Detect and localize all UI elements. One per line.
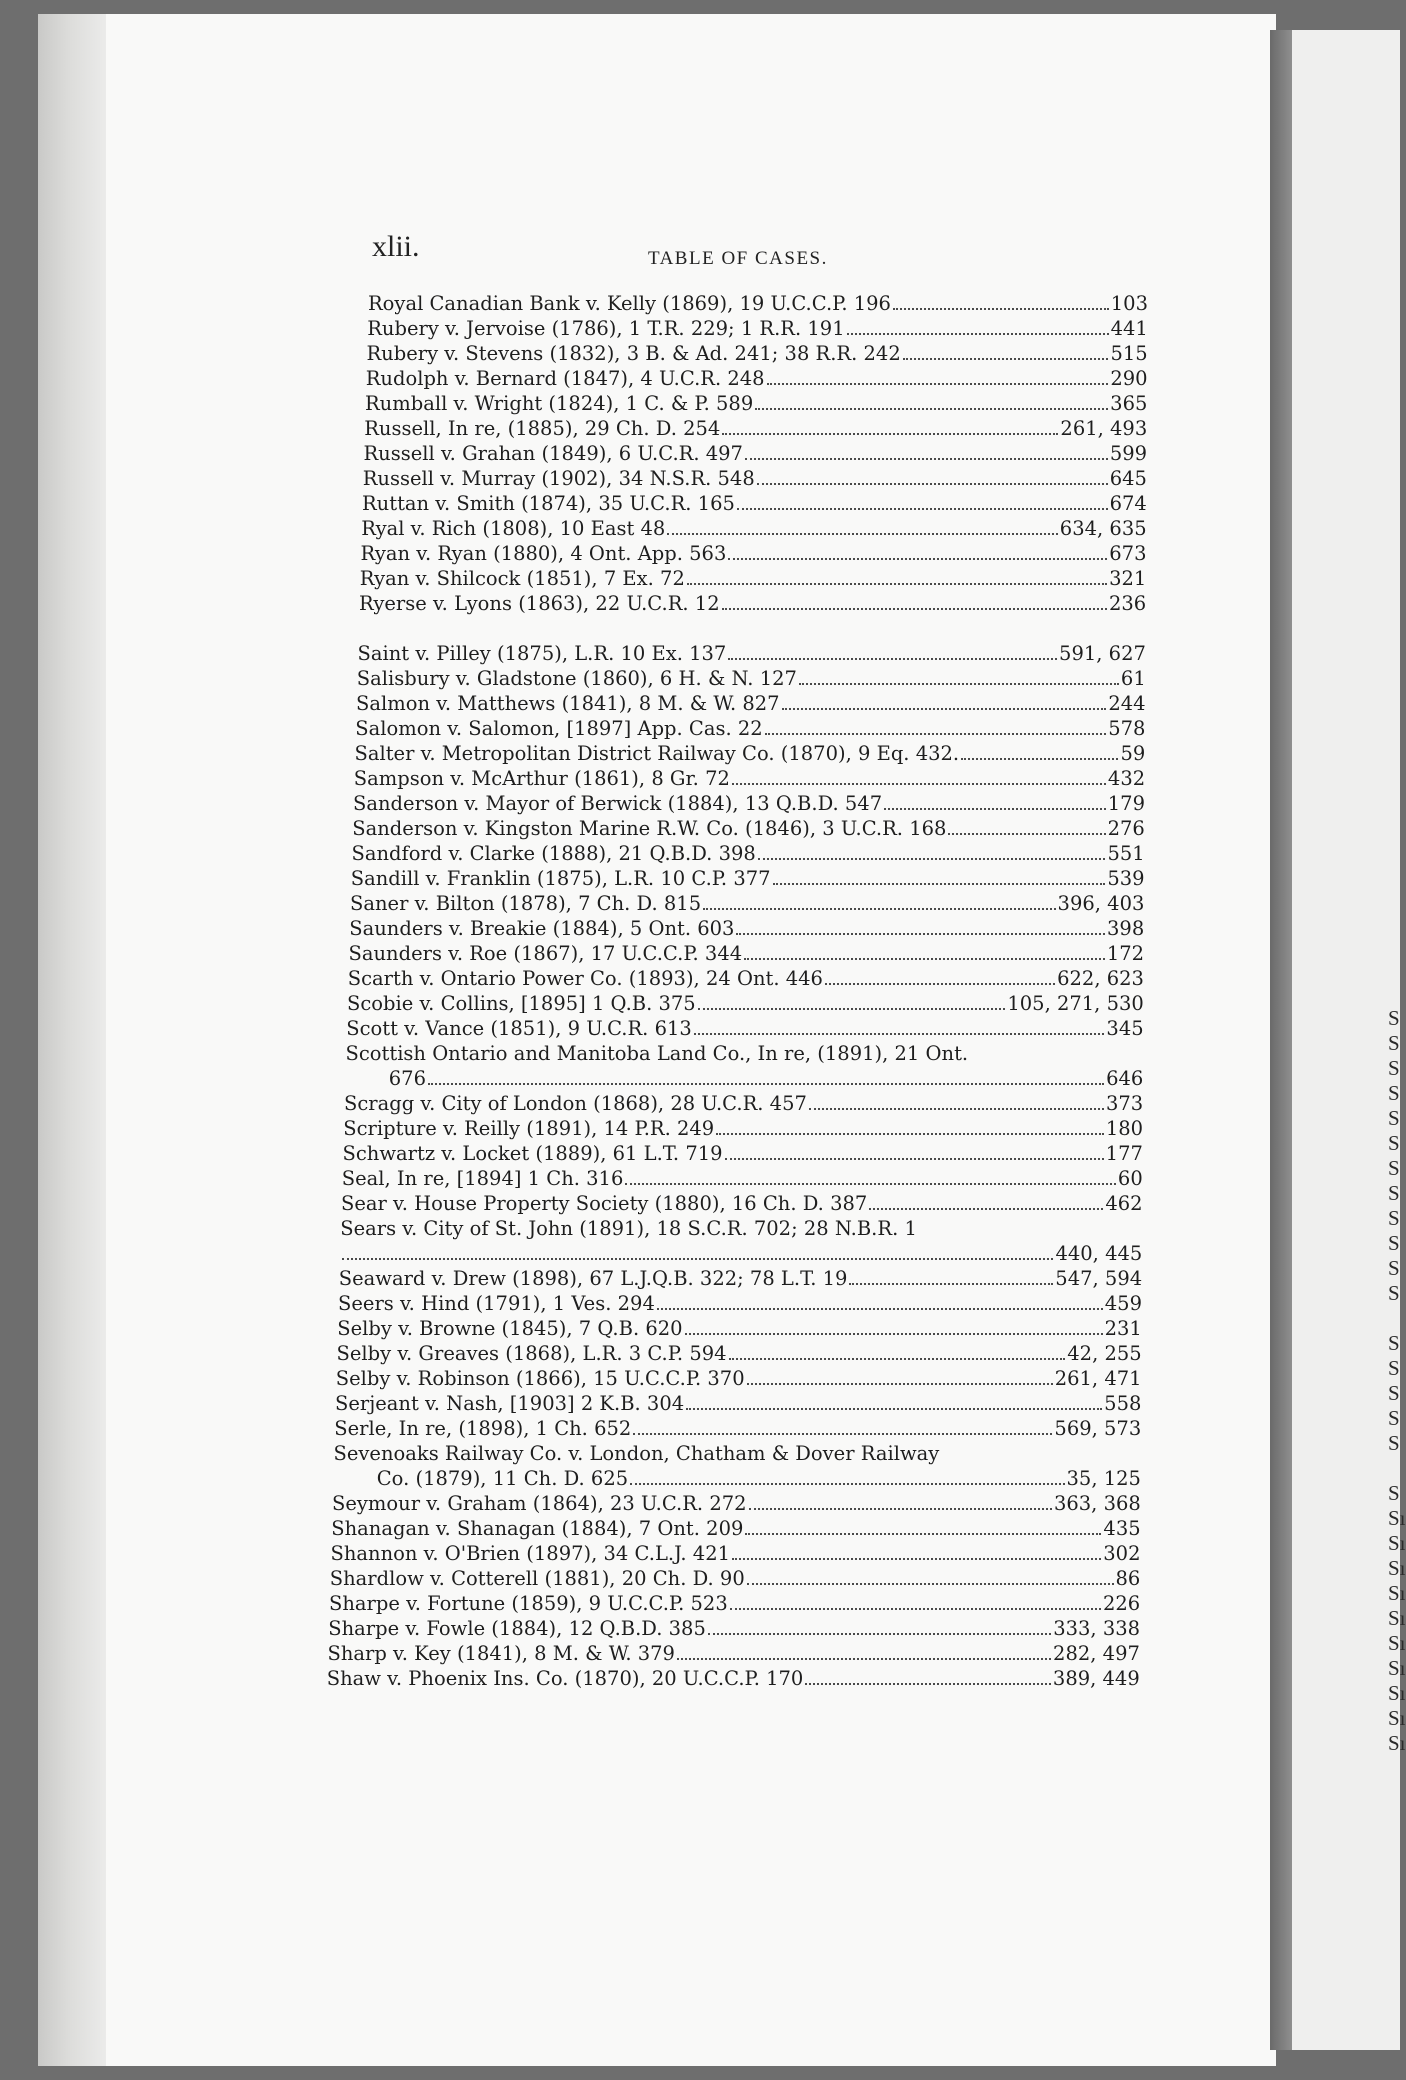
case-entry-continuation [389,1067,1144,1091]
case-entry [362,492,1147,516]
case-name: Scottish Ontario and Manitoba Land Co., In re, (1891), 21 Ont. [345,1042,969,1065]
dot-leader [630,1483,1064,1485]
page-references: 435 [1103,1517,1141,1540]
case-entry [337,1342,1142,1366]
case-entry [334,1417,1141,1441]
facing-page-letter: S [1388,1056,1400,1080]
case-entry [355,742,1146,766]
case-name: Sampson v. McArthur (1861), 8 Gr. 72 [353,767,730,790]
case-entry [329,1592,1140,1616]
case-entry [364,417,1147,441]
page-references: 373 [1105,1092,1144,1115]
page-references: 365 [1110,392,1148,415]
case-name: Shannon v. O'Brien (1897), 34 C.L.J. 421 [330,1542,731,1565]
case-entry [328,1617,1140,1641]
page-references: 35, 125 [1066,1467,1141,1490]
dot-leader [765,733,1107,735]
case-entry [330,1567,1141,1591]
case-name: Salisbury v. Gladstone (1860), 6 H. & N. 127 [356,667,797,690]
case-name: Shardlow v. Cotterell (1881), 20 Ch. D. 90 [329,1567,745,1590]
dot-leader [809,1108,1104,1110]
case-name: Serjeant v. Nash, [1903] 2 K.B. 304 [335,1392,685,1415]
case-entry [331,1542,1141,1566]
page-references: 673 [1109,542,1147,565]
case-name: Scragg v. City of London (1868), 28 U.C.R. 457 [344,1092,807,1115]
dot-leader [825,983,1055,985]
page-references: 180 [1105,1117,1144,1140]
page-references: 105, 271, 530 [1007,992,1144,1015]
dot-leader [755,408,1108,410]
case-name: Saunders v. Breakie (1884), 5 Ont. 603 [349,917,735,940]
dot-leader [884,808,1106,810]
dot-leader [767,383,1109,385]
case-name: Sandford v. Clarke (1888), 21 Q.B.D. 398 [351,842,756,865]
case-entry [349,942,1145,966]
facing-page-letter: S [1388,1481,1400,1505]
page-references: 333, 338 [1053,1617,1141,1640]
case-name: Scripture v. Reilly (1891), 14 P.R. 249 [343,1117,715,1140]
facing-page-letter: Sı [1388,1681,1406,1705]
dot-leader [737,508,1108,510]
dot-leader [749,1508,1052,1510]
dot-leader [744,958,1105,960]
facing-page-letter: S [1388,1356,1400,1380]
case-name: Ryerse v. Lyons (1863), 22 U.C.R. 12 [359,592,720,615]
facing-page-letter: S [1388,1106,1400,1130]
case-name: Scott v. Vance (1851), 9 U.C.R. 613 [346,1017,692,1040]
page-references: 244 [1108,692,1146,715]
case-entry [344,1092,1143,1116]
dot-leader [687,583,1107,585]
case-name: Russell v. Grahan (1849), 6 U.C.R. 497 [363,442,743,465]
case-entry [357,667,1146,691]
facing-page-letter: S [1388,1156,1400,1180]
case-entry [346,1017,1143,1041]
case-entry [364,442,1148,466]
case-entry [356,692,1146,716]
case-entry [361,517,1146,541]
case-name: Serle, In re, (1898), 1 Ch. 652 [334,1417,632,1440]
facing-page-letter: Sı [1388,1606,1406,1630]
facing-page-letter: Sı [1388,1631,1406,1655]
running-head: TABLE OF CASES. [648,248,828,269]
page-references: 645 [1109,467,1147,490]
facing-page-letter: Sı [1388,1656,1406,1680]
facing-page-letter: S [1388,1406,1400,1430]
facing-page-letter: S [1388,1231,1400,1255]
page-references: 389, 449 [1052,1667,1140,1690]
case-citation-continued: 676 [388,1067,426,1090]
case-entry [363,467,1147,491]
case-name: Sear v. House Property Society (1880), 16 Ch. D. 387 [341,1192,868,1215]
case-name: Selby v. Greaves (1868), L.R. 3 C.P. 594 [336,1342,727,1365]
page-references: 172 [1106,942,1145,965]
case-name: Sanderson v. Kingston Marine R.W. Co. (1846), 3 U.C.R. 168 [352,817,947,840]
case-name: Seal, In re, [1894] 1 Ch. 316 [341,1167,624,1190]
page-references: 276 [1107,817,1145,840]
dot-leader [961,758,1118,760]
dot-leader [694,1033,1105,1035]
facing-page-letter: S [1388,1181,1400,1205]
page-references: 547, 594 [1055,1267,1143,1290]
page-references: 515 [1110,342,1148,365]
case-entry [348,967,1144,991]
facing-page-letter: S [1388,1131,1400,1155]
page-references: 539 [1107,867,1145,890]
dot-leader [728,558,1107,560]
dot-leader [677,1658,1051,1660]
case-entry [341,1192,1143,1216]
case-name: Rubery v. Jervoise (1786), 1 T.R. 229; 1 R.R. 191 [367,317,845,340]
facing-page-letter: Sı [1388,1506,1406,1530]
page-references: 103 [1110,292,1148,315]
page-references: 674 [1109,492,1147,515]
case-name: Sharpe v. Fowle (1884), 12 Q.B.D. 385 [328,1617,706,1640]
case-entry [342,1167,1143,1191]
facing-page-letter: S [1388,1281,1400,1305]
case-entry [332,1492,1141,1516]
page-references: 440, 445 [1055,1242,1143,1265]
case-entry [367,342,1148,366]
facing-page-letter: S [1388,1431,1400,1455]
case-name: Shaw v. Phoenix Ins. Co. (1870), 20 U.C.C.P. 170 [326,1667,804,1690]
case-name: Saner v. Bilton (1878), 7 Ch. D. 815 [350,892,702,915]
case-name: Ruttan v. Smith (1874), 35 U.C.R. 165 [362,492,735,515]
dot-leader [805,1683,1051,1685]
case-name: Rudolph v. Bernard (1847), 4 U.C.R. 248 [365,367,765,390]
case-name: Russell v. Murray (1902), 34 N.S.R. 548 [362,467,755,490]
case-name: Sears v. City of St. John (1891), 18 S.C.R. 702; 28 N.B.R. 1 [340,1217,917,1240]
facing-page-letter: S [1388,1081,1400,1105]
dot-leader [722,433,1058,435]
dot-leader [757,483,1108,485]
dot-leader [732,783,1106,785]
page-references: 86 [1115,1567,1141,1590]
dot-leader [708,1633,1051,1635]
case-entry [336,1367,1142,1391]
dot-leader [729,1358,1066,1360]
dot-leader [847,333,1109,335]
page-references: 231 [1104,1317,1142,1340]
facing-page-letter: Sı [1388,1731,1406,1755]
case-entry [335,1392,1141,1416]
page-references: 599 [1109,442,1148,465]
facing-page-letter: S [1388,1206,1400,1230]
dot-leader [685,1333,1103,1335]
dot-leader [903,358,1109,360]
page-references: 569, 573 [1054,1417,1142,1440]
case-name: Russell, In re, (1885), 29 Ch. D. 254 [364,417,721,440]
page-references: 60 [1117,1167,1143,1190]
case-entry [328,1642,1140,1666]
dot-leader [428,1083,1104,1085]
case-name: Schwartz v. Locket (1889), 61 L.T. 719 [342,1142,723,1165]
dot-leader [736,933,1105,935]
dot-leader [745,1533,1101,1535]
page-references: 345 [1106,1017,1144,1040]
case-name: Salmon v. Matthews (1841), 8 M. & W. 827 [356,692,780,715]
dot-leader [725,1158,1104,1160]
facing-page-letter: S [1388,1256,1400,1280]
case-name: Sharp v. Key (1841), 8 M. & W. 379 [327,1642,675,1665]
case-name: Saint v. Pilley (1875), L.R. 10 Ex. 137 [357,642,727,665]
page-references: 551 [1107,842,1145,865]
page-references: 634, 635 [1059,517,1147,540]
dot-leader [747,1583,1114,1585]
case-name: Selby v. Browne (1845), 7 Q.B. 620 [337,1317,683,1340]
dot-leader [732,1558,1101,1560]
case-name: Royal Canadian Bank v. Kelly (1869), 19 U.C.C.P. 196 [368,292,891,315]
page-references: 591, 627 [1059,642,1146,665]
case-name: Ryan v. Shilcock (1851), 7 Ex. 72 [359,567,685,590]
dot-leader [730,1608,1101,1610]
case-name: Scarth v. Ontario Power Co. (1893), 24 Ont. 446 [347,967,823,990]
page-references: 42, 255 [1067,1342,1142,1365]
facing-page-letter: S [1388,1381,1400,1405]
case-entry [350,892,1144,916]
case-name: Sharpe v. Fortune (1859), 9 U.C.C.P. 523 [329,1592,728,1615]
dot-leader [686,1408,1102,1410]
case-name: Seers v. Hind (1791), 1 Ves. 294 [338,1292,655,1315]
dot-leader [773,883,1106,885]
dot-leader [667,533,1057,535]
case-name: Saunders v. Roe (1867), 17 U.C.C.P. 344 [348,942,743,965]
case-entry [338,1292,1142,1316]
page-references: 398 [1107,917,1145,940]
page-references: 261, 493 [1060,417,1148,440]
case-citation-continued: Co. (1879), 11 Ch. D. 625 [376,1467,629,1490]
dot-leader [799,683,1119,685]
page-references: 646 [1106,1067,1144,1090]
dot-leader [722,608,1107,610]
case-entry [339,1267,1142,1291]
dot-leader [698,1008,1006,1010]
facing-page-letter: Sı [1388,1531,1406,1555]
page-references: 59 [1120,742,1146,765]
case-entry [368,292,1148,316]
dot-leader [893,308,1109,310]
case-entry [352,842,1145,866]
page-references: 363, 368 [1053,1492,1141,1515]
page-references: 61 [1120,667,1146,690]
dot-leader [716,1133,1104,1135]
case-name: Shanagan v. Shanagan (1884), 7 Ont. 209 [331,1517,744,1540]
case-name: Salomon v. Salomon, [1897] App. Cas. 22 [355,717,763,740]
case-entry [352,817,1145,841]
page-references: 396, 403 [1057,892,1145,915]
case-entry [355,717,1145,741]
case-entry [343,1142,1143,1166]
case-name: Seymour v. Graham (1864), 23 U.C.R. 272 [332,1492,747,1515]
case-name: Sandill v. Franklin (1875), L.R. 10 C.P. 377 [350,867,771,890]
page-references: 282, 497 [1053,1642,1140,1665]
dot-leader [703,908,1055,910]
facing-page-letter: Sı [1388,1581,1406,1605]
case-entry [366,367,1148,391]
facing-page-letter: S [1388,1006,1400,1030]
dot-leader [948,833,1105,835]
case-entry [327,1667,1140,1691]
case-name: Selby v. Robinson (1866), 15 U.C.C.P. 370 [335,1367,745,1390]
dot-leader [342,1258,1054,1260]
dot-leader [745,458,1108,460]
case-entry [358,642,1146,666]
page-references: 558 [1104,1392,1142,1415]
case-name: Ryal v. Rich (1808), 10 East 48 [361,517,666,540]
case-entry [337,1317,1142,1341]
case-entry [353,792,1145,816]
dot-leader [657,1308,1103,1310]
page-references: 179 [1107,792,1145,815]
page-references: 302 [1103,1542,1141,1565]
page-references: 321 [1109,567,1147,590]
case-name: Sevenoaks Railway Co. v. London, Chatham & Dover Railway [333,1442,940,1465]
facing-page-letter: Sı [1388,1556,1406,1580]
page-references: 459 [1104,1292,1142,1315]
case-entry [343,1117,1143,1141]
facing-page-letter: S [1388,1031,1400,1055]
page-references: 462 [1105,1192,1143,1215]
case-entry [347,992,1144,1016]
case-name: Rubery v. Stevens (1832), 3 B. & Ad. 241; 38 R.R. 242 [366,342,901,365]
dot-leader [758,858,1106,860]
case-entry [360,567,1147,591]
dot-leader [782,708,1107,710]
case-entry-continuation [377,1467,1141,1491]
page-references: 290 [1110,367,1148,390]
case-name: Sanderson v. Mayor of Berwick (1884), 13 Q.B.D. 547 [353,792,883,815]
page-references: 236 [1108,592,1147,615]
case-entry [365,392,1147,416]
case-name: Rumball v. Wright (1824), 1 C. & P. 589 [365,392,754,415]
page-references: 226 [1102,1592,1141,1615]
case-name: Salter v. Metropolitan District Railway Co. (1870), 9 Eq. 432. [354,742,960,765]
case-entry [354,767,1145,791]
case-entry [367,317,1148,341]
dot-leader [747,1383,1053,1385]
case-entry [331,1517,1140,1541]
case-entry [351,867,1145,891]
dot-leader [869,1208,1103,1210]
case-entry [361,542,1147,566]
dot-leader [625,1183,1116,1185]
case-entry [359,592,1146,616]
facing-page-letter: Sı [1388,1706,1406,1730]
dot-leader [728,658,1057,660]
facing-page-letter: S [1388,1331,1400,1355]
page-number: xlii. [372,230,420,263]
dot-leader [849,1283,1053,1285]
dot-leader [633,1433,1052,1435]
case-name: Scobie v. Collins, [1895] 1 Q.B. 375 [347,992,696,1015]
page-references: 261, 471 [1054,1367,1142,1390]
page-references: 622, 623 [1057,967,1144,990]
page-references: 432 [1107,767,1146,790]
case-entry-continuation [340,1242,1143,1266]
case-name: Seaward v. Drew (1898), 67 L.J.Q.B. 322; 78 L.T. 19 [338,1267,848,1290]
page-references: 441 [1110,317,1148,340]
case-entry [349,917,1144,941]
page-references: 177 [1105,1142,1143,1165]
page-references: 578 [1108,717,1146,740]
case-name: Ryan v. Ryan (1880), 4 Ont. App. 563 [360,542,727,565]
